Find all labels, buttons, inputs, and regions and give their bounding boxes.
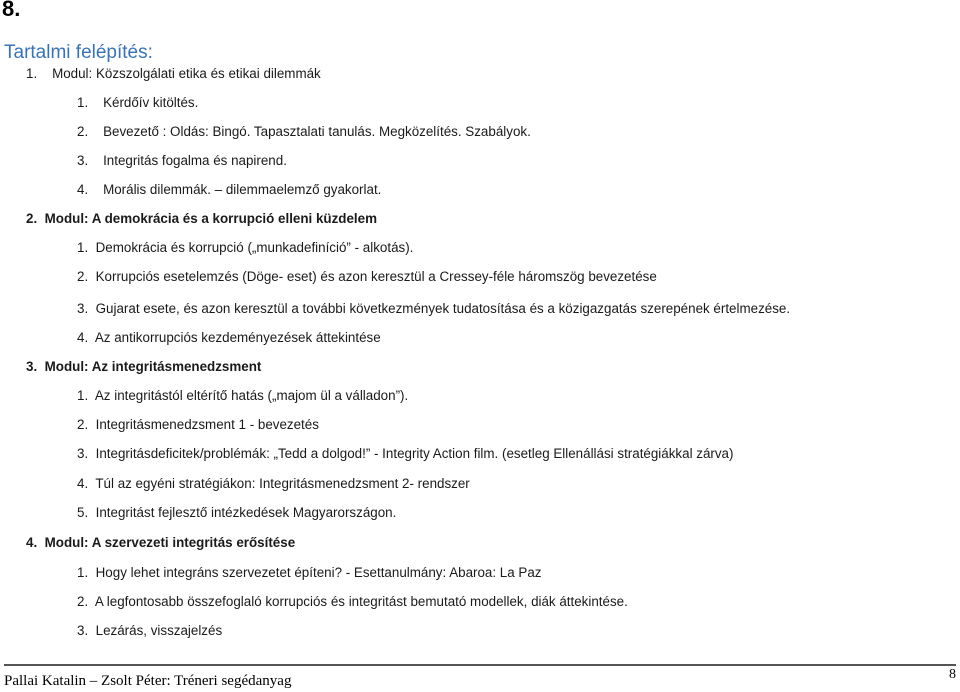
module-title: Modul: A demokrácia és a korrupció elleni küzdelem [44,211,378,226]
list-item: 3. Gujarat esete, és azon keresztül a további következmények tudatosítása és a közigazgatás szerepének értelmezése. [77,301,791,316]
list-item: 1. Kérdőív kitöltés. [77,95,199,110]
module-2-heading [26,211,377,227]
module-number: 1. [26,66,38,81]
list-item: 2. Integritásmenedzsment 1 - bevezetés [77,417,319,432]
module-3-heading [26,359,261,375]
footer-divider [4,664,956,666]
list-item: 4. Túl az egyéni stratégiákon: Integritásmenedzsment 2- rendszer [77,476,470,491]
list-item: 1. Demokrácia és korrupció („munkadefiníció” - alkotás). [77,240,414,255]
footer-page-number: 8 [949,667,956,682]
list-item: 1. Az integritástól eltérítő hatás („majom ül a válladon”). [77,388,409,403]
list-item: 5. Integritást fejlesztő intézkedések Magyarországon. [77,505,397,520]
list-item: 3. Integritás fogalma és napirend. [77,153,287,168]
page-number-heading: 8. [2,0,21,21]
list-item: 3. Lezárás, visszajelzés [77,623,223,638]
module-4-heading [26,535,295,551]
section-title: Tartalmi felépítés: [4,42,153,63]
module-number: 2. [26,211,38,226]
list-item: 2. Korrupciós esetelemzés (Döge- eset) és azon keresztül a Cressey-féle háromszög bevezetése [77,269,657,284]
module-number: 3. [26,359,38,374]
module-1-heading [26,66,321,82]
list-item: 3. Integritásdeficitek/problémák: „Tedd a dolgod!” - Integrity Action film. (esetleg Ellenállási stratégiákkal zárva) [77,446,734,461]
module-title: Modul: A szervezeti integritás erősítése [44,535,296,550]
list-item: 2. Bevezető : Oldás: Bingó. Tapasztalati tanulás. Megközelítés. Szabályok. [77,124,531,139]
list-item: 2. A legfontosabb összefoglaló korrupciós és integritást bemutató modellek, diák áttekintése. [77,594,628,609]
module-number: 4. [26,535,38,550]
module-title: Modul: Közszolgálati etika és etikai dilemmák [52,66,321,81]
list-item: 4. Morális dilemmák. – dilemmaelemző gyakorlat. [77,182,382,197]
module-title: Modul: Az integritásmenedzsment [44,359,262,374]
list-item: 4. Az antikorrupciós kezdeményezések áttekintése [77,330,381,345]
list-item: 1. Hogy lehet integráns szervezetet építeni? - Esettanulmány: Abaroa: La Paz [77,565,542,580]
footer-text: Pallai Katalin – Zsolt Péter: Tréneri segédanyag [4,673,292,689]
